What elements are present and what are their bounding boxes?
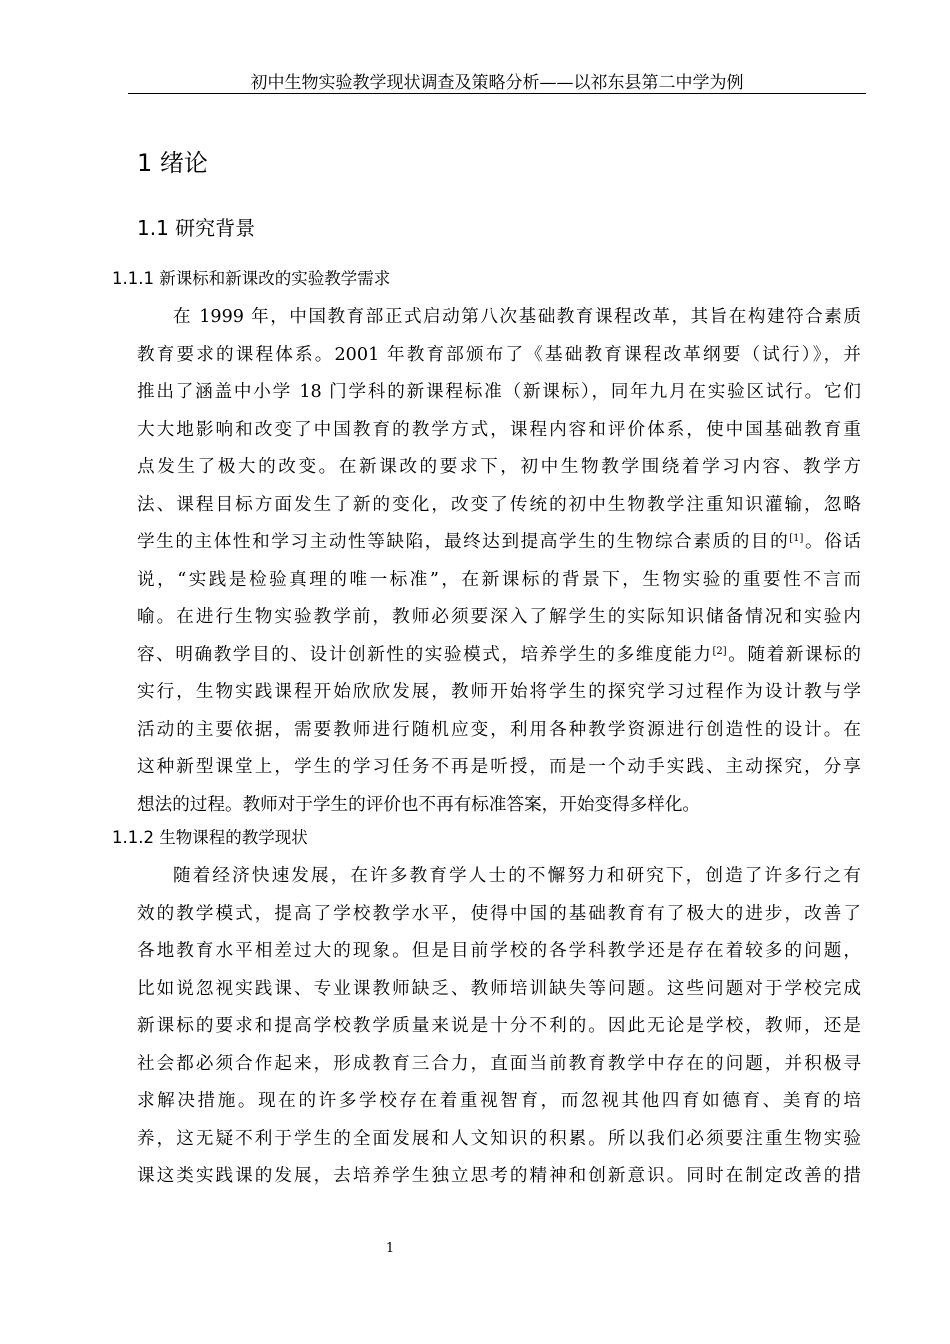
- paragraph-line: 效的教学模式，提高了学校教学水平，使得中国的基础教育有了极大的进步，改善了: [137, 903, 861, 924]
- paragraph-line: 点发生了极大的改变。在新课改的要求下，初中生物教学围绕着学习内容、教学方: [137, 457, 861, 477]
- citation-2: [2]: [712, 645, 727, 657]
- line-text: 。俗话: [803, 532, 861, 552]
- paragraph-curriculum-reform: [137, 303, 861, 828]
- paragraph-line: 喻。在进行生物实验教学前，教师必须要深入了解学生的实际知识储备情况和实验内: [137, 607, 861, 627]
- paragraph-line: 大大地影响和改变了中国教育的教学方式，课程内容和评价体系，使中国基础教育重: [137, 419, 861, 440]
- line-text: 容、明确教学目的、设计创新性的实验模式，培养学生的多维度能力: [137, 644, 713, 665]
- paragraph-line: 社会都必须合作起来，形成教育三合力，直面当前教育教学中存在的问题，并积极寻: [137, 1053, 861, 1074]
- paragraph-line: 想法的过程。教师对于学生的评价也不再有标准答案，开始变得多样化。: [137, 794, 701, 815]
- paragraph-line: 教育要求的课程体系。2001 年教育部颁布了《基础教育课程改革纲要（试行）》，并: [137, 344, 861, 365]
- subsection-title-1-1-2: 1.1.2 生物课程的教学现状: [112, 828, 308, 847]
- paragraph-line: 新课标的要求和提高学校教学质量来说是十分不利的。因此无论是学校，教师，还是: [137, 1016, 861, 1036]
- paragraph-line: 这种新型课堂上，学生的学习任务不再是听授，而是一个动手实践、主动探究，分享: [137, 757, 861, 777]
- paragraph-line: 养，这无疑不利于学生的全面发展和人文知识的积累。所以我们必须要注重生物实验: [137, 1128, 861, 1149]
- paragraph-line: 比如说忽视实践课、专业课教师缺乏、教师培训缺失等问题。这些问题对于学校完成: [137, 978, 861, 999]
- paragraph-line: 在 1999 年，中国教育部正式启动第八次基础教育课程改革，其旨在构建符合素质: [173, 307, 861, 327]
- paragraph-line: 说，“实践是检验真理的唯一标准”，在新课标的背景下，生物实验的重要性不言而: [137, 569, 861, 590]
- header-rule: [128, 93, 866, 94]
- paragraph-line-with-citation: [137, 528, 861, 566]
- running-header: 初中生物实验教学现状调查及策略分析——以祁东县第二中学为例: [250, 73, 744, 93]
- paragraph-line: 推出了涵盖中小学 18 门学科的新课程标准（新课标），同年九月在实验区试行。它们: [137, 382, 861, 402]
- subsection-title-1-1-1: 1.1.1 新课标和新课改的实验教学需求: [112, 269, 391, 288]
- paragraph-line: 活动的主要依据，需要教师进行随机应变，利用各种教学资源进行创造性的设计。在: [137, 719, 861, 740]
- paragraph-teaching-status: [137, 862, 861, 1200]
- paragraph-line: 随着经济快速发展，在许多教育学人士的不懈努力和研究下，创造了许多行之有: [173, 866, 861, 886]
- paragraph-line: 法、课程目标方面发生了新的变化，改变了传统的初中生物教学注重知识灌输，忽略: [137, 494, 861, 515]
- citation-1: [1]: [789, 533, 804, 544]
- paragraph-line: 实行，生物实践课程开始欣欣发展，教师开始将学生的探究学习过程作为设计教与学: [137, 682, 861, 702]
- paragraph-line: 课这类实践课的发展，去培养学生独立思考的精神和创新意识。同时在制定改善的措: [137, 1166, 861, 1186]
- paragraph-line-with-citation: [137, 641, 861, 679]
- line-text: 学生的主体性和学习主动性等缺陷，最终达到提高学生的生物综合素质的目的: [137, 532, 790, 552]
- line-text: 。随着新课标的: [726, 644, 861, 665]
- chapter-title: 1 绪论: [137, 149, 208, 177]
- section-title: 1.1 研究背景: [137, 216, 256, 240]
- paragraph-line: 各地教育水平相差过大的现象。但是目前学校的各学科教学还是存在着较多的问题，: [137, 941, 861, 961]
- paragraph-line: 求解决措施。现在的许多学校存在着重视智育，而忽视其他四育如德育、美育的培: [137, 1091, 861, 1111]
- page-number: 1: [385, 1241, 395, 1256]
